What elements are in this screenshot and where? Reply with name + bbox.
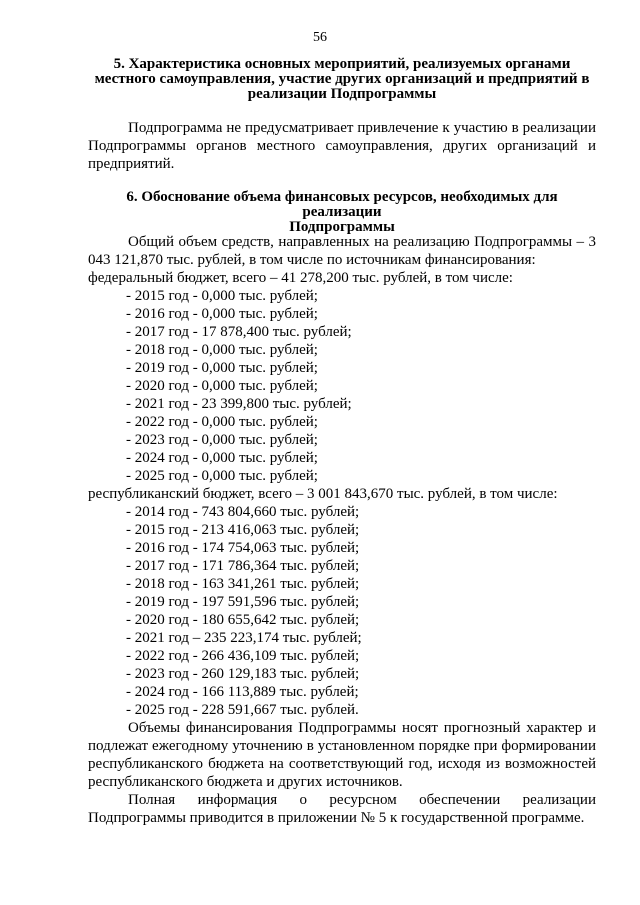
republic-budget-item: - 2024 год - 166 113,889 тыс. рублей;	[126, 684, 359, 700]
federal-budget-item: - 2024 год - 0,000 тыс. рублей;	[126, 450, 318, 466]
republic-budget-item: - 2022 год - 266 436,109 тыс. рублей;	[126, 648, 360, 664]
federal-budget-item: - 2021 год - 23 399,800 тыс. рублей;	[126, 396, 352, 412]
appendix-paragraph: Полная информация о ресурсном обеспечении реализации Подпрограммы приводится в приложении № 5 к государственной программе.	[88, 792, 596, 826]
republic-budget-item: - 2014 год - 743 804,660 тыс. рублей;	[126, 504, 360, 520]
republic-budget-item: - 2023 год - 260 129,183 тыс. рублей;	[126, 666, 360, 682]
section-6-heading-line: Подпрограммы	[289, 219, 395, 235]
republic-budget-item: - 2018 год - 163 341,261 тыс. рублей;	[126, 576, 360, 592]
republic-budget-item: - 2016 год - 174 754,063 тыс. рублей;	[126, 540, 360, 556]
republic-budget-item: - 2019 год - 197 591,596 тыс. рублей;	[126, 594, 360, 610]
republic-budget-item: - 2015 год - 213 416,063 тыс. рублей;	[126, 522, 360, 538]
federal-budget-item: - 2018 год - 0,000 тыс. рублей;	[126, 342, 318, 358]
federal-budget-item: - 2017 год - 17 878,400 тыс. рублей;	[126, 324, 352, 340]
section-5-heading	[88, 57, 596, 102]
section-6-heading	[88, 190, 596, 235]
republic-budget-item: - 2021 год – 235 223,174 тыс. рублей;	[126, 630, 362, 646]
section-5-heading-line: реализации Подпрограммы	[247, 86, 437, 102]
republic-budget-item: - 2020 год - 180 655,642 тыс. рублей;	[126, 612, 360, 628]
republic-budget-item: - 2025 год - 228 591,667 тыс. рублей.	[126, 702, 359, 718]
federal-budget-item: - 2015 год - 0,000 тыс. рублей;	[126, 288, 318, 304]
section-5-heading-line: 5. Характеристика основных мероприятий, реализуемых органами	[113, 56, 571, 72]
republic-budget-intro: республиканский бюджет, всего – 3 001 843,670 тыс. рублей, в том числе:	[88, 486, 558, 502]
section-5-heading-line: местного самоуправления, участие других организаций и предприятий в	[94, 71, 590, 87]
federal-budget-item: - 2025 год - 0,000 тыс. рублей;	[126, 468, 318, 484]
section-6-heading-line: 6. Обоснование объема финансовых ресурсов, необходимых для реализации	[126, 189, 558, 220]
federal-budget-item: - 2022 год - 0,000 тыс. рублей;	[126, 414, 318, 430]
republic-budget-item: - 2017 год - 171 786,364 тыс. рублей;	[126, 558, 360, 574]
federal-budget-item: - 2016 год - 0,000 тыс. рублей;	[126, 306, 318, 322]
federal-budget-item: - 2019 год - 0,000 тыс. рублей;	[126, 360, 318, 376]
section-5-paragraph: Подпрограмма не предусматривает привлечение к участию в реализации Подпрограммы органов местного самоуправления, других организаций и предприятий.	[88, 120, 596, 172]
forecast-paragraph: Объемы финансирования Подпрограммы носят прогнозный характер и подлежат ежегодному уточнению в установленном порядке при формировании республиканского бюджета на соответствующий год, исходя из возможностей республиканского бюджета и других источников.	[88, 720, 596, 790]
federal-budget-item: - 2023 год - 0,000 тыс. рублей;	[126, 432, 318, 448]
federal-budget-item: - 2020 год - 0,000 тыс. рублей;	[126, 378, 318, 394]
federal-budget-intro: федеральный бюджет, всего – 41 278,200 тыс. рублей, в том числе:	[88, 270, 513, 286]
page-number: 56	[313, 30, 327, 45]
funding-intro-paragraph: Общий объем средств, направленных на реализацию Подпрограммы – 3 043 121,870 тыс. рублей, в том числе по источникам финансирования:	[88, 234, 596, 268]
